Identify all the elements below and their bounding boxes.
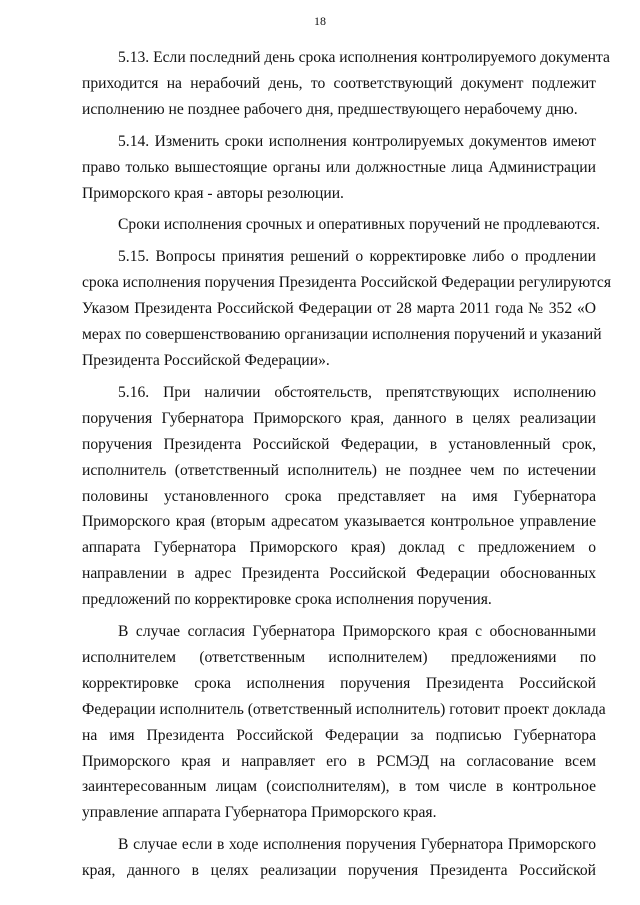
paragraph-line: Сроки исполнения срочных и оперативных поручений не продлеваются. (118, 216, 600, 234)
paragraph-line: исполнитель (ответственный исполнитель) не позднее чем по истечении (82, 461, 596, 479)
paragraph-line: Президента Российской Федерации». (82, 351, 330, 369)
paragraph (82, 129, 596, 207)
paragraph (82, 619, 606, 826)
paragraph-line: корректировке срока исполнения поручения Президента Российской (82, 674, 596, 692)
paragraph-line: на имя Президента Российской Федерации за подписью Губернатора (82, 726, 596, 744)
paragraph-line: половины установленного срока представляет на имя Губернатора (82, 487, 596, 505)
paragraph-line: исполнению не позднее рабочего дня, предшествующего нерабочему дню. (82, 100, 578, 118)
paragraph-line: поручения Губернатора Приморского края, данного в целях реализации (82, 409, 596, 427)
paragraph-line: приходится на нерабочий день, то соответствующий документ подлежит (82, 74, 596, 92)
paragraph-line: аппарата Губернатора Приморского края) доклад с предложением о (82, 539, 596, 557)
paragraph (82, 832, 596, 884)
paragraph-line: исполнителем (ответственным исполнителем) предложениями по (82, 648, 596, 666)
paragraph (82, 212, 600, 238)
paragraph-line: В случае согласия Губернатора Приморского края с обоснованными (118, 623, 596, 641)
paragraph-line: 5.15. Вопросы принятия решений о корректировке либо о продлении (118, 248, 596, 266)
paragraph-line: Указом Президента Российской Федерации от 28 марта 2011 года № 352 «О (82, 300, 596, 318)
page-number: 18 (314, 14, 326, 28)
paragraph-line: 5.16. При наличии обстоятельств, препятствующих исполнению (118, 383, 596, 401)
document-body (82, 45, 612, 890)
paragraph-line: срока исполнения поручения Президента Российской Федерации регулируются (82, 274, 612, 292)
paragraph (82, 244, 612, 374)
paragraph-line: управление аппарата Губернатора Приморского края. (82, 804, 437, 822)
paragraph (82, 380, 596, 613)
paragraph-line: Федерации исполнитель (ответственный исполнитель) готовит проект доклада (82, 700, 606, 718)
paragraph-line: 5.13. Если последний день срока исполнения контролируемого документа (118, 49, 610, 66)
paragraph-line: В случае если в ходе исполнения поручения Губернатора Приморского (118, 836, 596, 854)
paragraph-line: право только вышестоящие органы или должностные лица Администрации (82, 158, 596, 176)
paragraph-line: предложений по корректировке срока исполнения поручения. (82, 591, 492, 609)
paragraph-line: края, данного в целях реализации поручения Президента Российской (82, 862, 596, 880)
paragraph (82, 45, 610, 123)
paragraph-line: Приморского края и направляет его в РСМЭД на согласование всем (82, 752, 596, 770)
paragraph-line: Приморского края (вторым адресатом указывается контрольное управление (82, 513, 596, 531)
paragraph-line: 5.14. Изменить сроки исполнения контролируемых документов имеют (118, 132, 596, 150)
paragraph-line: направлении в адрес Президента Российской Федерации обоснованных (82, 565, 596, 583)
paragraph-line: заинтересованным лицам (соисполнителям), в том числе в контрольное (82, 778, 596, 796)
paragraph-line: поручения Президента Российской Федерации, в установленный срок, (82, 435, 596, 453)
paragraph-line: мерах по совершенствованию организации исполнения поручений и указаний (82, 326, 602, 344)
paragraph-line: Приморского края - авторы резолюции. (82, 184, 344, 202)
